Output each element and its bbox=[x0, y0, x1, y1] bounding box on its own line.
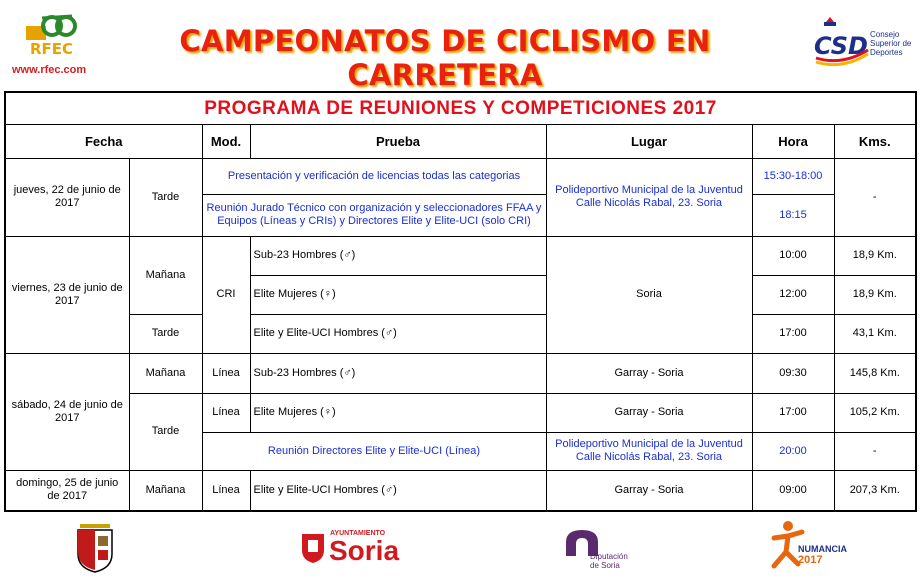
time-cell: 15:30-18:00 bbox=[752, 158, 834, 194]
table-row bbox=[5, 236, 916, 275]
time-cell: 12:00 bbox=[752, 275, 834, 314]
rfec-logo-text: RFEC bbox=[30, 40, 74, 58]
kms-cell: - bbox=[834, 158, 916, 236]
period-cell: Tarde bbox=[129, 158, 202, 236]
period-cell: Mañana bbox=[129, 470, 202, 511]
place-cell: Garray - Soria bbox=[546, 353, 752, 393]
period-cell: Mañana bbox=[129, 353, 202, 393]
time-cell: 10:00 bbox=[752, 236, 834, 275]
schedule-table bbox=[4, 91, 917, 512]
mod-cell: Línea bbox=[202, 393, 250, 432]
col-header-hora: Hora bbox=[752, 124, 834, 158]
soria-crest-icon bbox=[300, 530, 326, 564]
kms-cell: 207,3 Km. bbox=[834, 470, 916, 511]
time-cell: 09:30 bbox=[752, 353, 834, 393]
mod-cell: CRI bbox=[202, 236, 250, 353]
mod-cell: Línea bbox=[202, 470, 250, 511]
event-cell: Reunión Jurado Técnico con organización y seleccionadores FFAA y Equipos (Líneas y CRIs) y Directores Elite y Elite-UCI (solo CRI) bbox=[202, 194, 546, 236]
col-header-kms: Kms. bbox=[834, 124, 916, 158]
kms-cell: 18,9 Km. bbox=[834, 275, 916, 314]
diputacion-soria-logo: Diputación de Soria bbox=[560, 516, 640, 576]
place-cell: Polideportivo Municipal de la Juventud Calle Nicolás Rabal, 23. Soria bbox=[546, 158, 752, 236]
date-cell: sábado, 24 de junio de 2017 bbox=[5, 353, 129, 470]
table-row bbox=[5, 314, 916, 353]
prueba-cell: Elite Mujeres (♀) bbox=[250, 393, 546, 432]
kms-cell: 18,9 Km. bbox=[834, 236, 916, 275]
kms-cell: 43,1 Km. bbox=[834, 314, 916, 353]
date-cell: viernes, 23 de junio de 2017 bbox=[5, 236, 129, 353]
table-header-row bbox=[5, 124, 916, 158]
date-cell: jueves, 22 de junio de 2017 bbox=[5, 158, 129, 236]
time-cell: 17:00 bbox=[752, 393, 834, 432]
date-cell: domingo, 25 de junio de 2017 bbox=[5, 470, 129, 511]
kms-cell: 145,8 Km. bbox=[834, 353, 916, 393]
csd-subtitle: Consejo Superior de Deportes bbox=[870, 30, 912, 57]
event-cell: Presentación y verificación de licencias todas las categorias bbox=[202, 158, 546, 194]
mod-cell: Línea bbox=[202, 353, 250, 393]
time-cell: 20:00 bbox=[752, 432, 834, 470]
period-cell: Mañana bbox=[129, 236, 202, 314]
table-banner: PROGRAMA DE REUNIONES Y COMPETICIONES 2017 bbox=[5, 92, 916, 124]
prueba-cell: Elite y Elite-UCI Hombres (♂) bbox=[250, 314, 546, 353]
table-banner-row bbox=[5, 92, 916, 124]
csd-logo-text: CSD bbox=[814, 32, 868, 60]
col-header-prueba: Prueba bbox=[250, 124, 546, 158]
kms-cell: 105,2 Km. bbox=[834, 393, 916, 432]
period-cell: Tarde bbox=[129, 393, 202, 470]
place-cell: Garray - Soria bbox=[546, 470, 752, 511]
prueba-cell: Elite Mujeres (♀) bbox=[250, 275, 546, 314]
kms-cell: - bbox=[834, 432, 916, 470]
event-cell: Reunión Directores Elite y Elite-UCI (Línea) bbox=[202, 432, 546, 470]
table-row bbox=[5, 470, 916, 511]
time-cell: 18:15 bbox=[752, 194, 834, 236]
col-header-fecha: Fecha bbox=[5, 124, 202, 158]
time-cell: 17:00 bbox=[752, 314, 834, 353]
prueba-cell: Elite y Elite-UCI Hombres (♂) bbox=[250, 470, 546, 511]
table-row bbox=[5, 393, 916, 432]
prueba-cell: Sub-23 Hombres (♂) bbox=[250, 236, 546, 275]
coat-of-arms-logo bbox=[70, 516, 120, 576]
table-row bbox=[5, 158, 916, 194]
place-cell: Polideportivo Municipal de la Juventud Calle Nicolás Rabal, 23. Soria bbox=[546, 432, 752, 470]
ayuntamiento-soria-logo: AYUNTAMIENTO Soria bbox=[300, 516, 420, 576]
numancia-2017-logo: NUMANCIA 2017 bbox=[764, 516, 854, 576]
prueba-cell: Sub-23 Hombres (♂) bbox=[250, 353, 546, 393]
page-title: CAMPEONATOS DE CICLISMO EN CARRETERA bbox=[179, 24, 711, 92]
place-cell: Soria bbox=[546, 236, 752, 353]
table-row bbox=[5, 353, 916, 393]
page-header bbox=[0, 0, 920, 90]
rfec-url[interactable]: www.rfec.com bbox=[12, 64, 87, 76]
col-header-mod: Mod. bbox=[202, 124, 250, 158]
period-cell: Tarde bbox=[129, 314, 202, 353]
col-header-lugar: Lugar bbox=[546, 124, 752, 158]
time-cell: 09:00 bbox=[752, 470, 834, 511]
place-cell: Garray - Soria bbox=[546, 393, 752, 432]
